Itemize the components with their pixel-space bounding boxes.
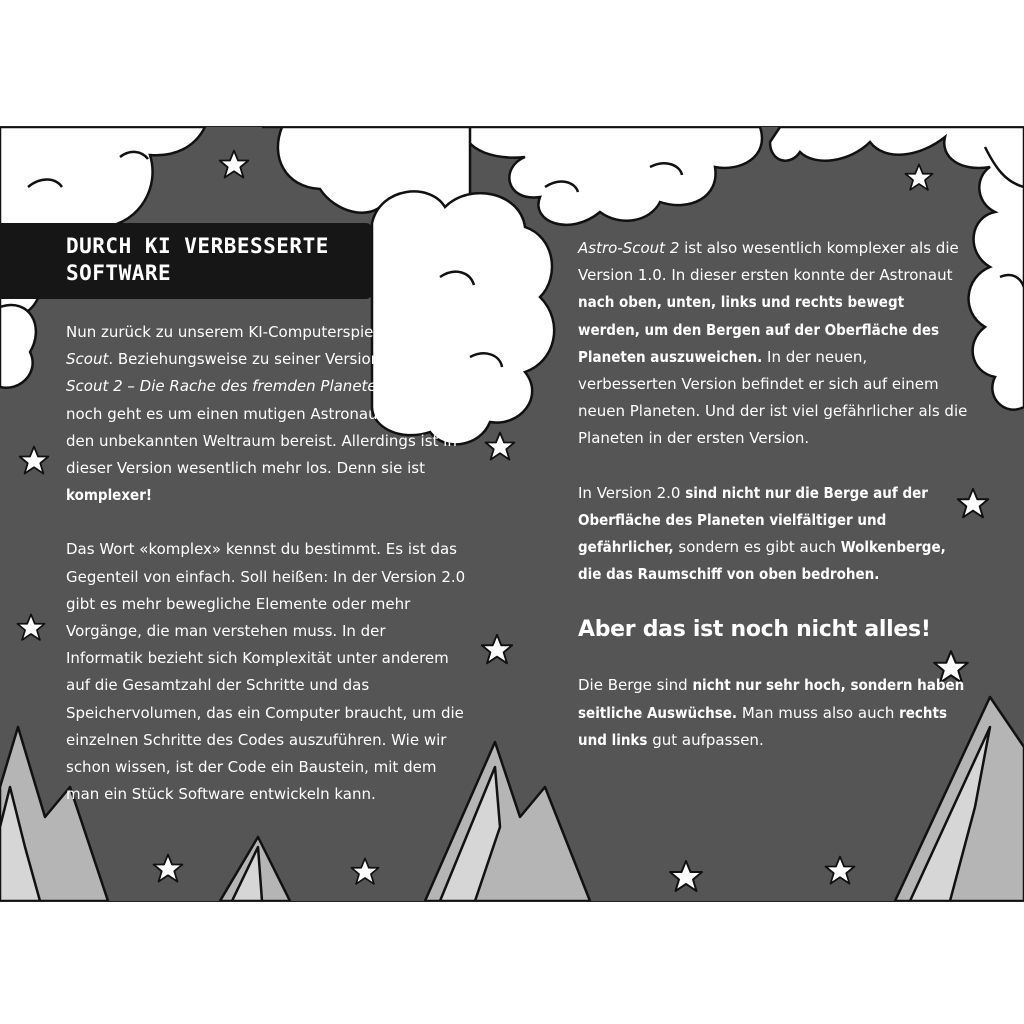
heading-line-1: DURCH KI VERBESSERTE	[66, 234, 329, 258]
star-icon	[220, 151, 249, 178]
game-title: Astro-Scout	[66, 323, 428, 369]
star-icon	[905, 164, 932, 190]
heading-line-2: SOFTWARE	[66, 261, 172, 285]
emphasis: komplexer!	[66, 486, 153, 505]
cloud-left-edge	[0, 305, 36, 388]
text: In Version 2.0	[578, 483, 686, 502]
emphasis: sind nicht nur die Berge auf der Oberfläche des Planeten vielfältiger und gefährlicher,	[578, 483, 928, 557]
paragraph	[578, 480, 968, 589]
text: Nun zurück zu unserem KI-Computerspiel	[66, 323, 383, 341]
game-title: Astro-Scout 2	[578, 239, 680, 257]
text: . Beziehungsweise zu seiner Version 2.0:	[108, 350, 419, 369]
section-heading	[66, 233, 366, 287]
star-icon	[20, 447, 49, 474]
paragraph	[578, 672, 968, 754]
emphasis: rechts und links	[578, 703, 948, 749]
text: ist also wesentlich komplexer als die Version 1.0. In dieser ersten konnte der Astronaut	[578, 239, 959, 285]
star-icon	[482, 635, 512, 664]
game-subtitle: Astro-Scout 2 – Die Rache des fremden Planeten!!!	[66, 350, 464, 396]
emphasis: Wolkenberge, die das Raumschiff von oben bedrohen.	[578, 538, 946, 584]
star-icon	[670, 861, 702, 891]
emphasis: nach oben, unten, links und rechts bewegt werden, um den Bergen auf der Oberfläche des Planeten auszuweichen.	[578, 293, 940, 366]
text: In der neuen, verbesserten Version befindet er sich auf einem neuen Planeten. Und der ist viel gefährlicher als die Planeten in der ersten Version.	[578, 347, 968, 448]
subheading: Aber das ist noch nicht alles!	[578, 617, 931, 643]
text: sondern es gibt auch	[673, 538, 841, 557]
paragraph	[578, 235, 968, 453]
star-icon	[17, 614, 44, 640]
book-spread	[0, 126, 1024, 902]
text: gut aufpassen.	[647, 730, 764, 749]
paragraph	[66, 536, 466, 808]
star-icon	[486, 433, 515, 460]
text: Immer noch geht es um einen mutigen Astronauten, der den unbekannten Weltraum bereist. Allerdings ist in dieser Version wesentlich mehr los. Denn sie ist	[66, 377, 459, 478]
left-column	[66, 319, 466, 835]
star-icon	[826, 857, 855, 884]
mountain-small-left	[220, 837, 290, 901]
star-icon	[351, 858, 378, 884]
emphasis: nicht nur sehr hoch, sondern haben seitliche Auswüchse.	[578, 676, 965, 722]
right-column	[578, 235, 968, 781]
text: Die Berge sind	[578, 676, 693, 695]
text: Das Wort «komplex» kennst du bestimmt. Es ist das Gegenteil von einfach. Soll heißen: In der Version 2.0 gibt es mehr bewegliche Elemente oder mehr Vorgänge, die man verstehen muss. In der Informatik bezieht sich Komplexität unter anderem auf die Gesamtzahl der Schritte und das Speichervolumen, das ein Computer braucht, um die einzelnen Schritte des Codes auszuführen. Wie wir schon wissen, ist der Code ein Baustein, mit dem man ein Stück Software entwickeln kann.	[66, 540, 466, 804]
paragraph	[66, 319, 466, 509]
star-icon	[154, 855, 183, 882]
text: Man muss also auch	[737, 703, 900, 722]
